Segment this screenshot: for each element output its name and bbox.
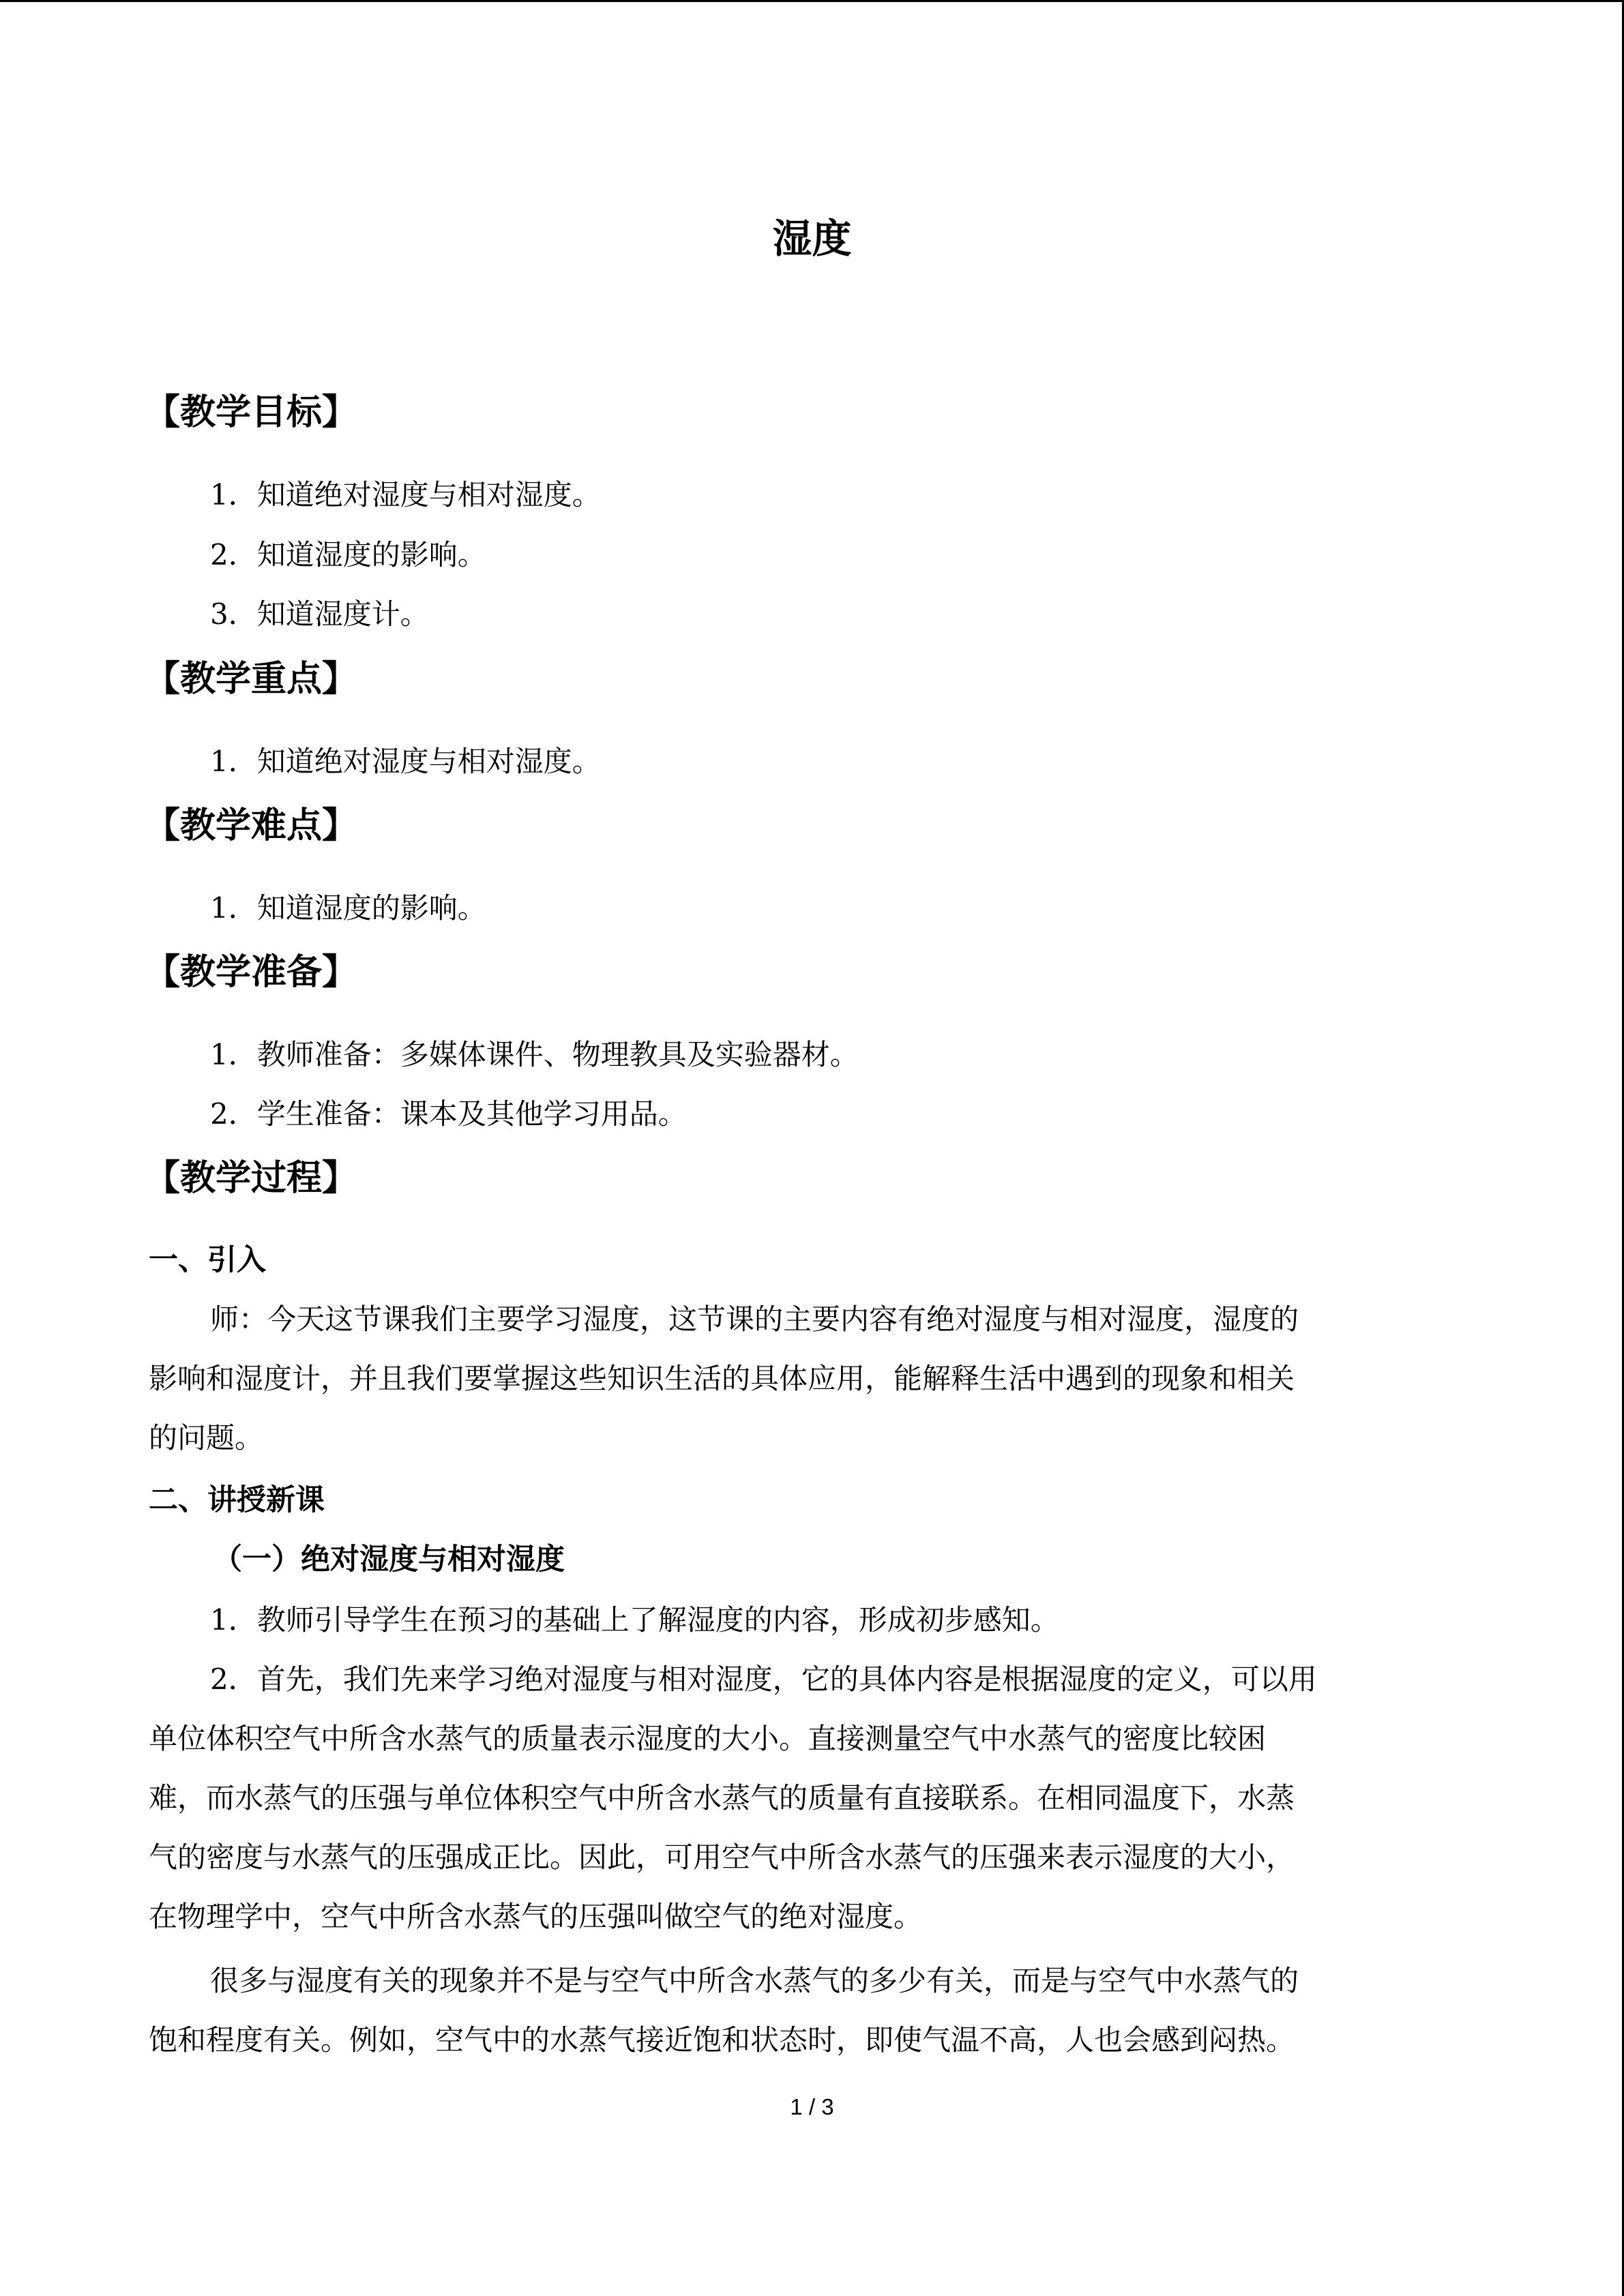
section-heading-difficulties: 【教学难点】	[145, 805, 358, 846]
new-lesson-item-1: 1．教师引导学生在预习的基础上了解湿度的内容，形成初步感知。	[210, 1603, 1059, 1637]
new-lesson-item-2-line-5: 在物理学中，空气中所含水蒸气的压强叫做空气的绝对湿度。	[149, 1900, 923, 1933]
section-heading-objectives: 【教学目标】	[145, 391, 358, 433]
document-title: 湿度	[772, 215, 852, 262]
section-heading-process: 【教学过程】	[145, 1157, 358, 1199]
intro-line-2: 影响和湿度计，并且我们要掌握这些知识生活的具体应用，能解释生活中遇到的现象和相关	[149, 1362, 1295, 1395]
page-number: 1 / 3	[790, 2094, 834, 2119]
difficulty-item-1: 1．知道湿度的影响。	[210, 891, 486, 925]
objective-item-3: 3．知道湿度计。	[210, 597, 429, 631]
new-lesson-para-3-line-2: 饱和程度有关。例如，空气中的水蒸气接近饱和状态时，即使气温不高，人也会感到闷热。	[149, 2023, 1295, 2057]
objective-item-1: 1．知道绝对湿度与相对湿度。	[210, 478, 601, 511]
intro-line-1: 师：今天这节课我们主要学习湿度，这节课的主要内容有绝对湿度与相对湿度，湿度的	[210, 1302, 1299, 1336]
new-lesson-para-3-line-1: 很多与湿度有关的现象并不是与空气中所含水蒸气的多少有关，而是与空气中水蒸气的	[210, 1964, 1299, 1997]
objective-item-2: 2．知道湿度的影响。	[210, 538, 486, 571]
preparation-item-1: 1．教师准备：多媒体课件、物理教具及实验器材。	[210, 1038, 859, 1071]
key-point-item-1: 1．知道绝对湿度与相对湿度。	[210, 745, 601, 778]
intro-line-3: 的问题。	[149, 1421, 264, 1455]
section-heading-preparation: 【教学准备】	[145, 951, 358, 993]
new-lesson-item-2-line-4: 气的密度与水蒸气的压强成正比。因此，可用空气中所含水蒸气的压强来表示湿度的大小，	[149, 1840, 1295, 1874]
preparation-item-2: 2．学生准备：课本及其他学习用品。	[210, 1097, 687, 1131]
new-lesson-item-2-line-1: 2．首先，我们先来学习绝对湿度与相对湿度，它的具体内容是根据湿度的定义，可以用	[210, 1663, 1317, 1696]
intro-heading: 一、引入	[149, 1243, 266, 1277]
new-lesson-item-2-line-2: 单位体积空气中所含水蒸气的质量表示湿度的大小。直接测量空气中水蒸气的密度比较困	[149, 1722, 1267, 1755]
new-lesson-subheading: （一）绝对湿度与相对湿度	[213, 1542, 565, 1577]
new-lesson-heading: 二、讲授新课	[149, 1483, 325, 1517]
section-heading-key-points: 【教学重点】	[145, 658, 358, 700]
new-lesson-item-2-line-3: 难，而水蒸气的压强与单位体积空气中所含水蒸气的质量有直接联系。在相同温度下，水蒸	[149, 1781, 1295, 1815]
